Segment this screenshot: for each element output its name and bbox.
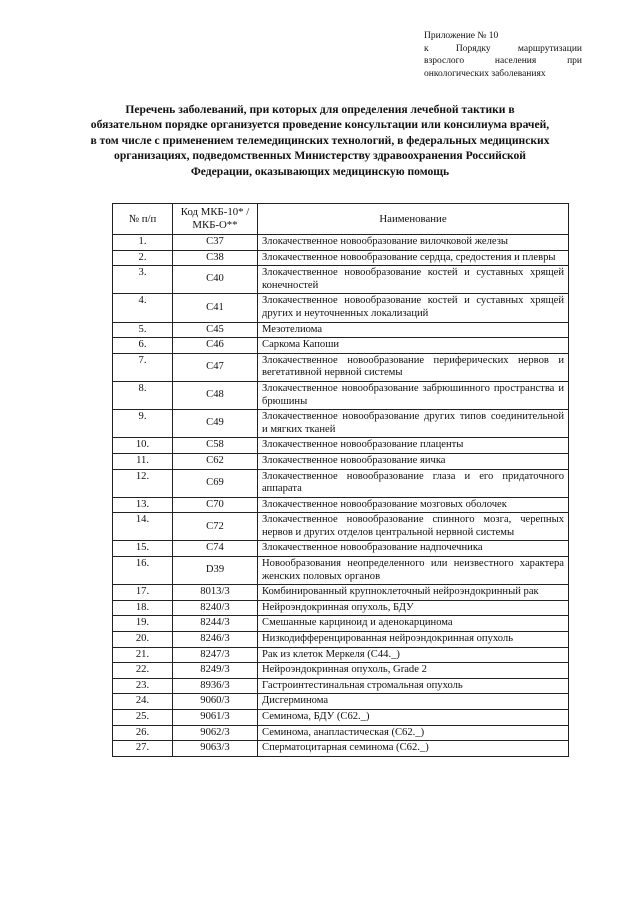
cell-name: Злокачественное новообразование других типов соединительной и мягких тканей — [258, 410, 569, 438]
appendix-line-4: онкологических заболеваниях — [424, 68, 546, 79]
cell-code: C46 — [173, 338, 258, 354]
table-row — [113, 557, 569, 585]
cell-num: 21. — [113, 647, 173, 663]
cell-code: C72 — [173, 513, 258, 541]
cell-num: 19. — [113, 616, 173, 632]
cell-code: C38 — [173, 250, 258, 266]
cell-name: Злокачественное новообразование надпочечника — [258, 541, 569, 557]
cell-name: Сперматоцитарная семинома (C62._) — [258, 741, 569, 757]
cell-name: Семинома, анапластическая (C62._) — [258, 725, 569, 741]
cell-code: C37 — [173, 235, 258, 251]
table-row — [113, 585, 569, 601]
table-row — [113, 710, 569, 726]
appendix-line-1: Приложение № 10 — [424, 31, 499, 41]
table-row — [113, 469, 569, 497]
table-body — [113, 235, 569, 757]
appendix-line-3: взрослого населения при — [424, 56, 582, 66]
cell-code: 9061/3 — [173, 710, 258, 726]
cell-name: Злокачественное новообразование плаценты — [258, 438, 569, 454]
table-header-row — [113, 204, 569, 235]
header-num: № п/п — [113, 204, 173, 235]
cell-code: 8244/3 — [173, 616, 258, 632]
cell-name: Мезотелиома — [258, 322, 569, 338]
cell-code: C69 — [173, 469, 258, 497]
cell-name: Злокачественное новообразование глаза и его придаточного аппарата — [258, 469, 569, 497]
cell-num: 1. — [113, 235, 173, 251]
cell-name: Злокачественное новообразование костей и суставных хрящей других и неуточненных локализаций — [258, 294, 569, 322]
table-row — [113, 381, 569, 409]
cell-num: 15. — [113, 541, 173, 557]
cell-num: 16. — [113, 557, 173, 585]
cell-code: 8936/3 — [173, 678, 258, 694]
cell-num: 22. — [113, 663, 173, 679]
cell-num: 13. — [113, 497, 173, 513]
cell-code: 8240/3 — [173, 600, 258, 616]
cell-num: 18. — [113, 600, 173, 616]
table-row — [113, 266, 569, 294]
cell-name: Новообразования неопределенного или неизвестного характера женских половых органов — [258, 557, 569, 585]
cell-code: C41 — [173, 294, 258, 322]
table-row — [113, 600, 569, 616]
cell-code: C45 — [173, 322, 258, 338]
document-title: Перечень заболеваний, при которых для определения лечебной тактики в обязательном порядке организуется проведение консультации или консилиума врачей, в том числе с применением телемедицинских технологий, в федеральных медицинских организациях, подведомственных Министерству здравоохранения Российской Федерации, оказывающих медицинскую помощь — [90, 103, 550, 178]
table-row — [113, 725, 569, 741]
cell-num: 17. — [113, 585, 173, 601]
cell-num: 23. — [113, 678, 173, 694]
table-row — [113, 338, 569, 354]
cell-name: Злокачественное новообразование яичка — [258, 453, 569, 469]
cell-code: C58 — [173, 438, 258, 454]
table-row — [113, 541, 569, 557]
cell-name: Злокачественное новообразование периферических нервов и вегетативной нервной системы — [258, 353, 569, 381]
cell-name: Злокачественное новообразование спинного мозга, черепных нервов и других отделов центральной нервной системы — [258, 513, 569, 541]
cell-name: Злокачественное новообразование костей и суставных хрящей конечностей — [258, 266, 569, 294]
table-row — [113, 663, 569, 679]
cell-code: C62 — [173, 453, 258, 469]
cell-num: 20. — [113, 632, 173, 648]
cell-name: Нейроэндокринная опухоль, Grade 2 — [258, 663, 569, 679]
header-code: Код МКБ-10* / МКБ-О** — [173, 204, 258, 235]
cell-name: Семинома, БДУ (C62._) — [258, 710, 569, 726]
cell-code: C70 — [173, 497, 258, 513]
appendix-line-2: к Порядку маршрутизации — [424, 43, 582, 54]
cell-num: 2. — [113, 250, 173, 266]
cell-num: 14. — [113, 513, 173, 541]
cell-num: 10. — [113, 438, 173, 454]
cell-num: 25. — [113, 710, 173, 726]
table-row — [113, 294, 569, 322]
cell-code: C48 — [173, 381, 258, 409]
cell-code: C49 — [173, 410, 258, 438]
appendix-note — [424, 30, 582, 80]
table-row — [113, 250, 569, 266]
cell-code: C40 — [173, 266, 258, 294]
cell-code: 8013/3 — [173, 585, 258, 601]
cell-num: 11. — [113, 453, 173, 469]
table-row — [113, 694, 569, 710]
table-row — [113, 497, 569, 513]
cell-code: 8246/3 — [173, 632, 258, 648]
table-row — [113, 353, 569, 381]
cell-code: 9060/3 — [173, 694, 258, 710]
table-row — [113, 513, 569, 541]
cell-num: 24. — [113, 694, 173, 710]
cell-num: 7. — [113, 353, 173, 381]
cell-num: 4. — [113, 294, 173, 322]
cell-num: 6. — [113, 338, 173, 354]
cell-name: Саркома Капоши — [258, 338, 569, 354]
cell-num: 3. — [113, 266, 173, 294]
table-row — [113, 453, 569, 469]
cell-num: 5. — [113, 322, 173, 338]
cell-name: Злокачественное новообразование вилочковой железы — [258, 235, 569, 251]
cell-code: 9063/3 — [173, 741, 258, 757]
cell-name: Злокачественное новообразование мозговых оболочек — [258, 497, 569, 513]
cell-code: 9062/3 — [173, 725, 258, 741]
table-row — [113, 322, 569, 338]
cell-name: Комбинированный крупноклеточный нейроэндокринный рак — [258, 585, 569, 601]
cell-name: Злокачественное новообразование забрюшинного пространства и брюшины — [258, 381, 569, 409]
cell-num: 12. — [113, 469, 173, 497]
table-row — [113, 741, 569, 757]
cell-num: 9. — [113, 410, 173, 438]
table-row — [113, 632, 569, 648]
table-row — [113, 410, 569, 438]
cell-code: 8249/3 — [173, 663, 258, 679]
cell-name: Дисгерминома — [258, 694, 569, 710]
cell-name: Низкодифференцированная нейроэндокринная опухоль — [258, 632, 569, 648]
cell-name: Нейроэндокринная опухоль, БДУ — [258, 600, 569, 616]
table-row — [113, 438, 569, 454]
table-row — [113, 678, 569, 694]
disease-table — [112, 203, 569, 757]
cell-name: Злокачественное новообразование сердца, средостения и плевры — [258, 250, 569, 266]
cell-name: Гастроинтестинальная стромальная опухоль — [258, 678, 569, 694]
cell-code: C74 — [173, 541, 258, 557]
cell-num: 26. — [113, 725, 173, 741]
cell-num: 27. — [113, 741, 173, 757]
table-row — [113, 616, 569, 632]
cell-code: D39 — [173, 557, 258, 585]
cell-name: Рак из клеток Меркеля (C44._) — [258, 647, 569, 663]
cell-num: 8. — [113, 381, 173, 409]
table-row — [113, 235, 569, 251]
table-row — [113, 647, 569, 663]
cell-name: Смешанные карциноид и аденокарцинома — [258, 616, 569, 632]
cell-code: C47 — [173, 353, 258, 381]
header-name: Наименование — [258, 204, 569, 235]
cell-code: 8247/3 — [173, 647, 258, 663]
